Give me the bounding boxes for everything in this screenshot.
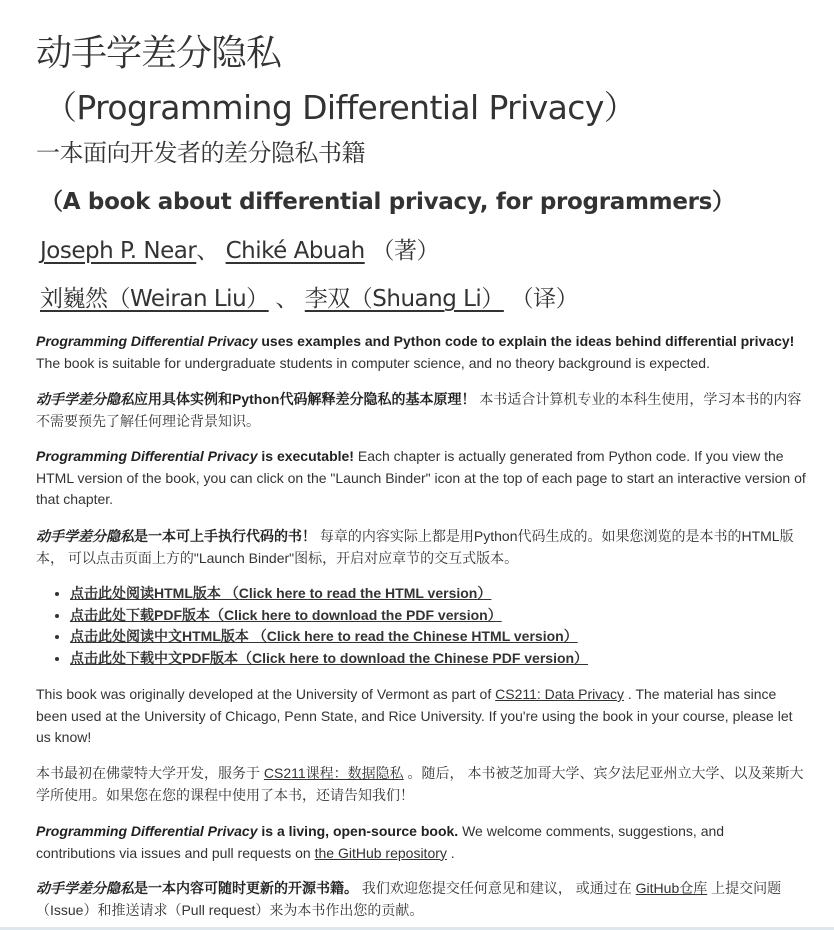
list-item [70,583,588,605]
exec-zh-text: 每章的内容实际上都是用Python代码生成的。如果您浏览的是本书的HTML版本， 可以点击页面上方的"Launch Binder"图标，开启对应章节的交互式版本。 [36,528,794,566]
book-title-italic: Programming Differential Privacy [36,448,258,464]
intro-zh-paragraph [36,389,806,432]
open-zh-bold: 是一本内容可随时更新的开源书籍。 [134,880,358,896]
origin-en-text: This book was originally developed at the University of Vermont as part of [36,686,496,702]
list-item [70,605,588,627]
author-link-near[interactable]: Joseph P. Near [40,238,197,264]
title-zh: 动手学差分隐私 [36,33,282,74]
open-zh-text-after: 上提交问题（Issue）和推送请求（Pull request）来为本书作出您的贡献。 [36,880,782,918]
intro-en-bold: uses examples and Python code to explain the ideas behind differential privacy! [257,333,795,349]
origin-zh-text-after: 。随后， 本书被芝加哥大学、宾夕法尼亚州立大学、以及莱斯大学所使用。如果您在您的课程中使用了本书，还请告知我们！ [36,765,804,803]
download-pdf-link[interactable]: 点击此处下载PDF版本（Click here to download the PDF version） [70,606,502,623]
download-chinese-pdf-link[interactable]: 点击此处下载中文PDF版本（Click here to download the Chinese PDF version） [70,649,589,666]
title-en: （Programming Differential Privacy） [44,88,637,127]
translator-link-li[interactable]: 李双（Shuang Li） [304,286,504,312]
exec-en-bold: is executable! [257,448,354,464]
exec-en-paragraph [36,446,806,511]
list-item [70,648,588,670]
open-zh-text: 我们欢迎您提交任何意见和建议， 或通过在 [358,880,636,896]
intro-en-paragraph [36,331,806,374]
exec-zh-bold: 是一本可上手执行代码的书！ [134,528,316,544]
open-en-bold: is a living, open-source book. [257,823,459,839]
translator-link-liu[interactable]: 刘巍然（Weiran Liu） [40,286,269,312]
origin-en-paragraph [36,684,806,749]
open-en-paragraph [36,821,806,864]
intro-zh-text: 本书适合计算机专业的本科生使用，学习本书的内容不需要预先了解任何理论背景知识。 [36,391,802,429]
cs211-course-link-zh[interactable]: CS211课程：数据隐私 [263,765,404,781]
intro-zh-bold: 应用具体实例和Python代码解释差分隐私的基本原理！ [134,391,476,407]
open-zh-paragraph [36,878,806,921]
origin-en-text-after: . The material has since been used at the University of Chicago, Penn State, and Rice University. If you're using the book in your course, please let us know! [36,686,793,745]
read-html-link[interactable]: 点击此处阅读HTML版本 （Click here to read the HTML version） [70,585,492,601]
github-repository-link-zh[interactable]: GitHub仓库 [635,880,708,896]
translator-role: （译） [510,286,579,312]
origin-zh-text: 本书最初在佛蒙特大学开发，服务于 [36,765,264,781]
origin-zh-paragraph [36,763,806,806]
exec-en-text: Each chapter is actually generated from Python code. If you view the HTML version of the book, you can click on the "Launch Binder" icon at the top of each page to start an interactive version of that chapter. [36,448,806,507]
author-link-abuah[interactable]: Chiké Abuah [225,238,365,264]
book-title-italic-zh: 动手学差分隐私 [36,880,134,896]
author-role: （著） [371,238,439,264]
authors-line [40,235,439,267]
open-en-text: We welcome comments, suggestions, and contributions via issues and pull requests on [36,823,725,861]
cs211-course-link[interactable]: CS211: Data Privacy [495,686,625,702]
subtitle-zh: 一本面向开发者的差分隐私书籍 [36,139,365,167]
download-links-list [36,583,588,669]
book-title-italic-zh: 动手学差分隐私 [36,528,134,544]
exec-zh-paragraph [36,526,806,569]
translator-separator: 、 [275,286,298,312]
github-repository-link[interactable]: the GitHub repository [314,844,447,861]
intro-en-text: The book is suitable for undergraduate students in computer science, and no theory background is expected. [36,354,710,371]
read-chinese-html-link[interactable]: 点击此处阅读中文HTML版本 （Click here to read the Chinese HTML version） [70,628,578,644]
author-separator: 、 [196,238,219,264]
translators-line [40,283,578,315]
open-en-text-after: . [446,844,455,861]
subtitle-en: （A book about differential privacy, for programmers） [40,189,735,215]
list-item [70,626,588,648]
book-title-italic-zh: 动手学差分隐私 [36,391,134,407]
book-title-italic: Programming Differential Privacy [36,823,258,839]
book-title-italic: Programming Differential Privacy [36,333,258,349]
